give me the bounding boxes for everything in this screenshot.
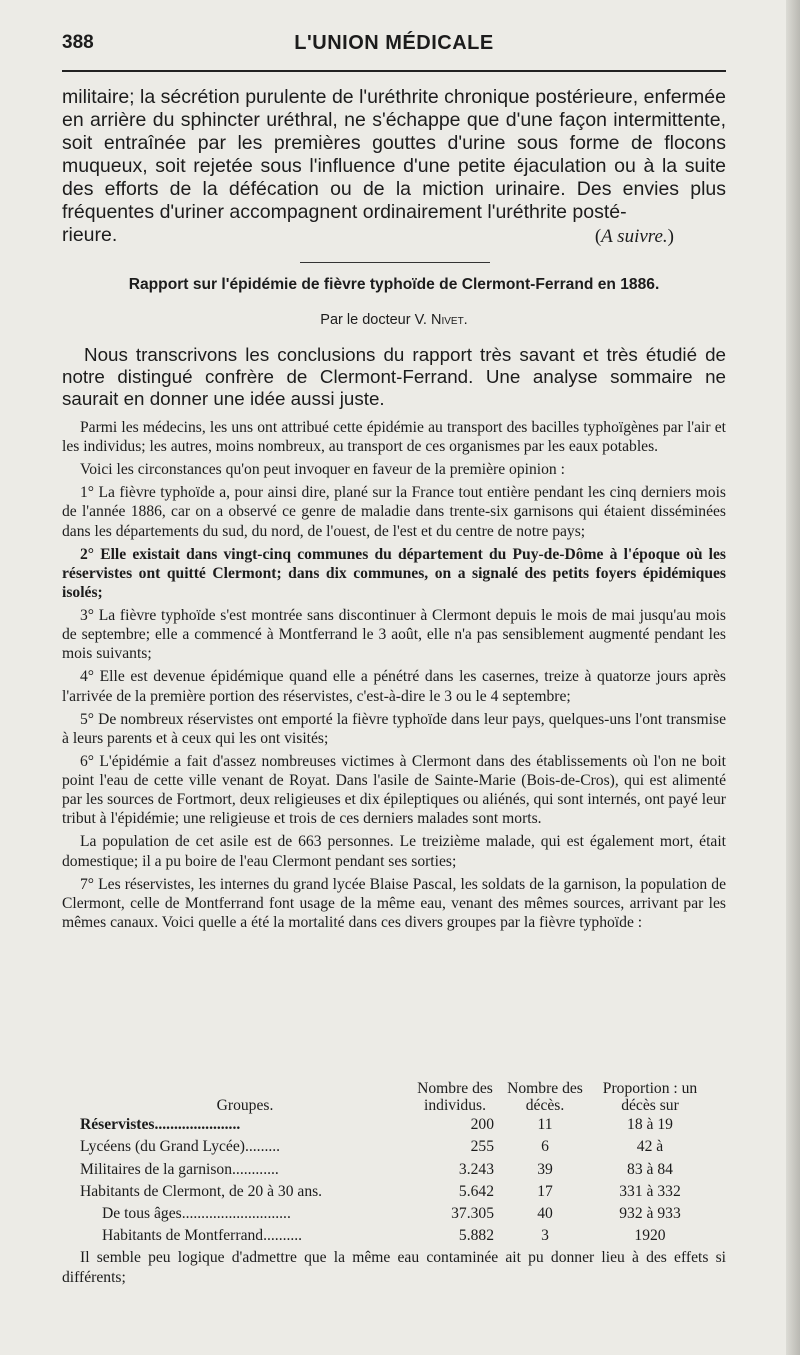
paragraph-point-6: 6° L'épidémie a fait d'assez nombreuses victimes à Clermont dans des établissements où l'on ne boit point l'eau de cette ville venant de Royat. Dans l'asile de Sainte-Marie (Bois-de-Cros), qui est alimenté par les sources de Fortmort, deux religieuses et dix épileptiques ou aliénés, qui sont internés, ont payé leur tribut à l'épidémie; une religieuse et trois de ces derniers malades sont morts. [62,752,726,828]
header-groups: Groupes. [216,1097,274,1114]
cell-deaths: 6 [541,1138,549,1156]
paragraph-point-4: 4° Elle est devenue épidémique quand elle a pénétré dans les casernes, treize à quatorze jours après l'arrivée de la première portion des réservistes, c'est-à-dire le 3 ou le 4 septembre; [62,668,726,705]
cell-proportion: 42 à [636,1138,664,1156]
a-suivre-note: (A suivre.) [594,226,674,247]
table-row [80,1203,710,1225]
cell-proportion: 1920 [634,1227,666,1245]
paragraph-point-7: 7° Les réservistes, les internes du grand lycée Blaise Pascal, les soldats de la garnison, la population de Clermont, celle de Montferrand font usage de la même eau, venant des mêmes sources, arrivant par les mêmes canaux. Voici quelle a été la mortalité dans ces divers groupes par la fièvre typhoïde : [62,875,726,932]
cell-proportion: 331 à 332 [619,1182,681,1200]
header-rule [62,70,726,72]
cell-group: Habitants de Montferrand.......... [102,1227,303,1245]
paragraph-point-5: 5° De nombreux réservistes ont emporté la fièvre typhoïde dans leur pays, quelques-uns l'ont transmise à leurs parents et à ceux qui les ont visités; [62,710,726,747]
cell-individuals: 255 [470,1138,494,1156]
cell-individuals: 5.642 [458,1182,494,1200]
a-suivre-text: A suivre. [601,226,668,247]
cell-proportion: 83 à 84 [627,1160,673,1178]
page-header [62,32,726,62]
table-row [80,1136,710,1158]
cell-individuals: 37.305 [451,1205,494,1223]
cell-group: Réservistes...................... [80,1116,241,1133]
table-row [80,1114,710,1136]
paragraph-opinions: Parmi les médecins, les uns ont attribué cette épidémie au transport des bacilles typhoïgènes par l'air et les individus; les autres, moins nombreux, au transport de ces organismes par les eaux potables. [62,419,726,456]
running-title: L'UNION MÉDICALE [294,32,494,54]
cell-group: Habitants de Clermont, de 20 à 30 ans. [80,1182,323,1200]
cell-individuals: 5.882 [458,1227,494,1245]
paragraph-point-3: 3° La fièvre typhoïde s'est montrée sans discontinuer à Clermont depuis le mois de mai jusqu'au mois de septembre; elle a commencé à Montferrand le 3 août, elle n'a pas sensiblement augmenté pendant les mois suivants; [62,607,726,663]
table-header-row [80,1080,710,1114]
table-row [80,1225,710,1247]
report-title: Rapport sur l'épidémie de fièvre typhoïde de Clermont-Ferrand en 1886. [128,276,660,293]
byline-author: Nivet. [430,312,468,328]
cell-group: Lycéens (du Grand Lycée)......... [80,1138,281,1156]
byline-prefix: Par le docteur V. [320,312,427,328]
cell-deaths: 40 [537,1205,553,1223]
lead-paragraph: Nous transcrivons les conclusions du rapport très savant et très étudié de notre distingué confrère de Clermont-Ferrand. Une analyse sommaire ne saurait en donner une idée aussi juste. [62,344,726,409]
continued-paragraph-last-word: rieure. [62,224,118,246]
cell-deaths: 11 [537,1116,553,1133]
cell-proportion: 18 à 19 [627,1116,673,1133]
table-row [80,1159,710,1181]
section-divider [300,262,490,263]
cell-group: Militaires de la garnison............ [80,1160,279,1178]
header-proportion: Proportion : un décès sur [602,1080,698,1114]
continued-paragraph-end [62,224,726,248]
page-number: 388 [62,32,94,53]
paragraph-asile-population: La population de cet asile est de 663 personnes. Le treizième malade, qui est également mort, était domestique; il a pu boire de l'eau Clermont pendant ses sorties; [62,833,726,870]
cell-deaths: 39 [537,1160,553,1178]
report-body [62,418,726,936]
cell-individuals: 3.243 [458,1160,494,1178]
continued-paragraph: militaire; la sécrétion purulente de l'uréthrite chronique postérieure, enfermée en arrière du sphincter uréthral, ne s'échappe que d'une façon intermittente, soit entraînée par les premières gouttes d'urine sous forme de flocons muqueux, soit rejetée sous l'influence d'une petite éjaculation ou à la suite des efforts de la défécation ou de la miction urinaire. Des envies plus fréquentes d'uriner accompagnent ordinairement l'uréthrite posté- [62,86,726,223]
mortality-table [80,1080,710,1248]
header-deaths: Nombre des décès. [507,1080,583,1114]
header-individuals: Nombre des individus. [417,1080,493,1114]
byline [62,312,726,328]
paragraph-point-2: 2° Elle existait dans vingt-cinq communes du département du Puy-de-Dôme à l'époque où les réservistes ont quitté Clermont; dans dix communes, on a signalé des petits foyers épidémiques isolés; [62,545,726,602]
paragraph-point-1: 1° La fièvre typhoïde a, pour ainsi dire, plané sur la France tout entière pendant les cinq derniers mois de l'année 1886, car on a observé ce genre de maladie dans trente-six garnisons qui étaient disséminées dans les départements du sud, du nord, de l'ouest, de l'est et du centre de notre pays; [62,484,726,540]
cell-deaths: 17 [537,1182,553,1200]
closing-paragraph: Il semble peu logique d'admettre que la même eau contaminée ait pu donner lieu à des effets si différents; [62,1249,726,1286]
cell-deaths: 3 [541,1227,549,1245]
cell-group: De tous âges............................ [102,1205,291,1223]
cell-proportion: 932 à 933 [619,1205,681,1223]
cell-individuals: 200 [470,1116,494,1133]
paragraph-first-opinion: Voici les circonstances qu'on peut invoquer en faveur de la première opinion : [80,461,565,479]
page-edge [786,0,800,1355]
table-row [80,1181,710,1203]
